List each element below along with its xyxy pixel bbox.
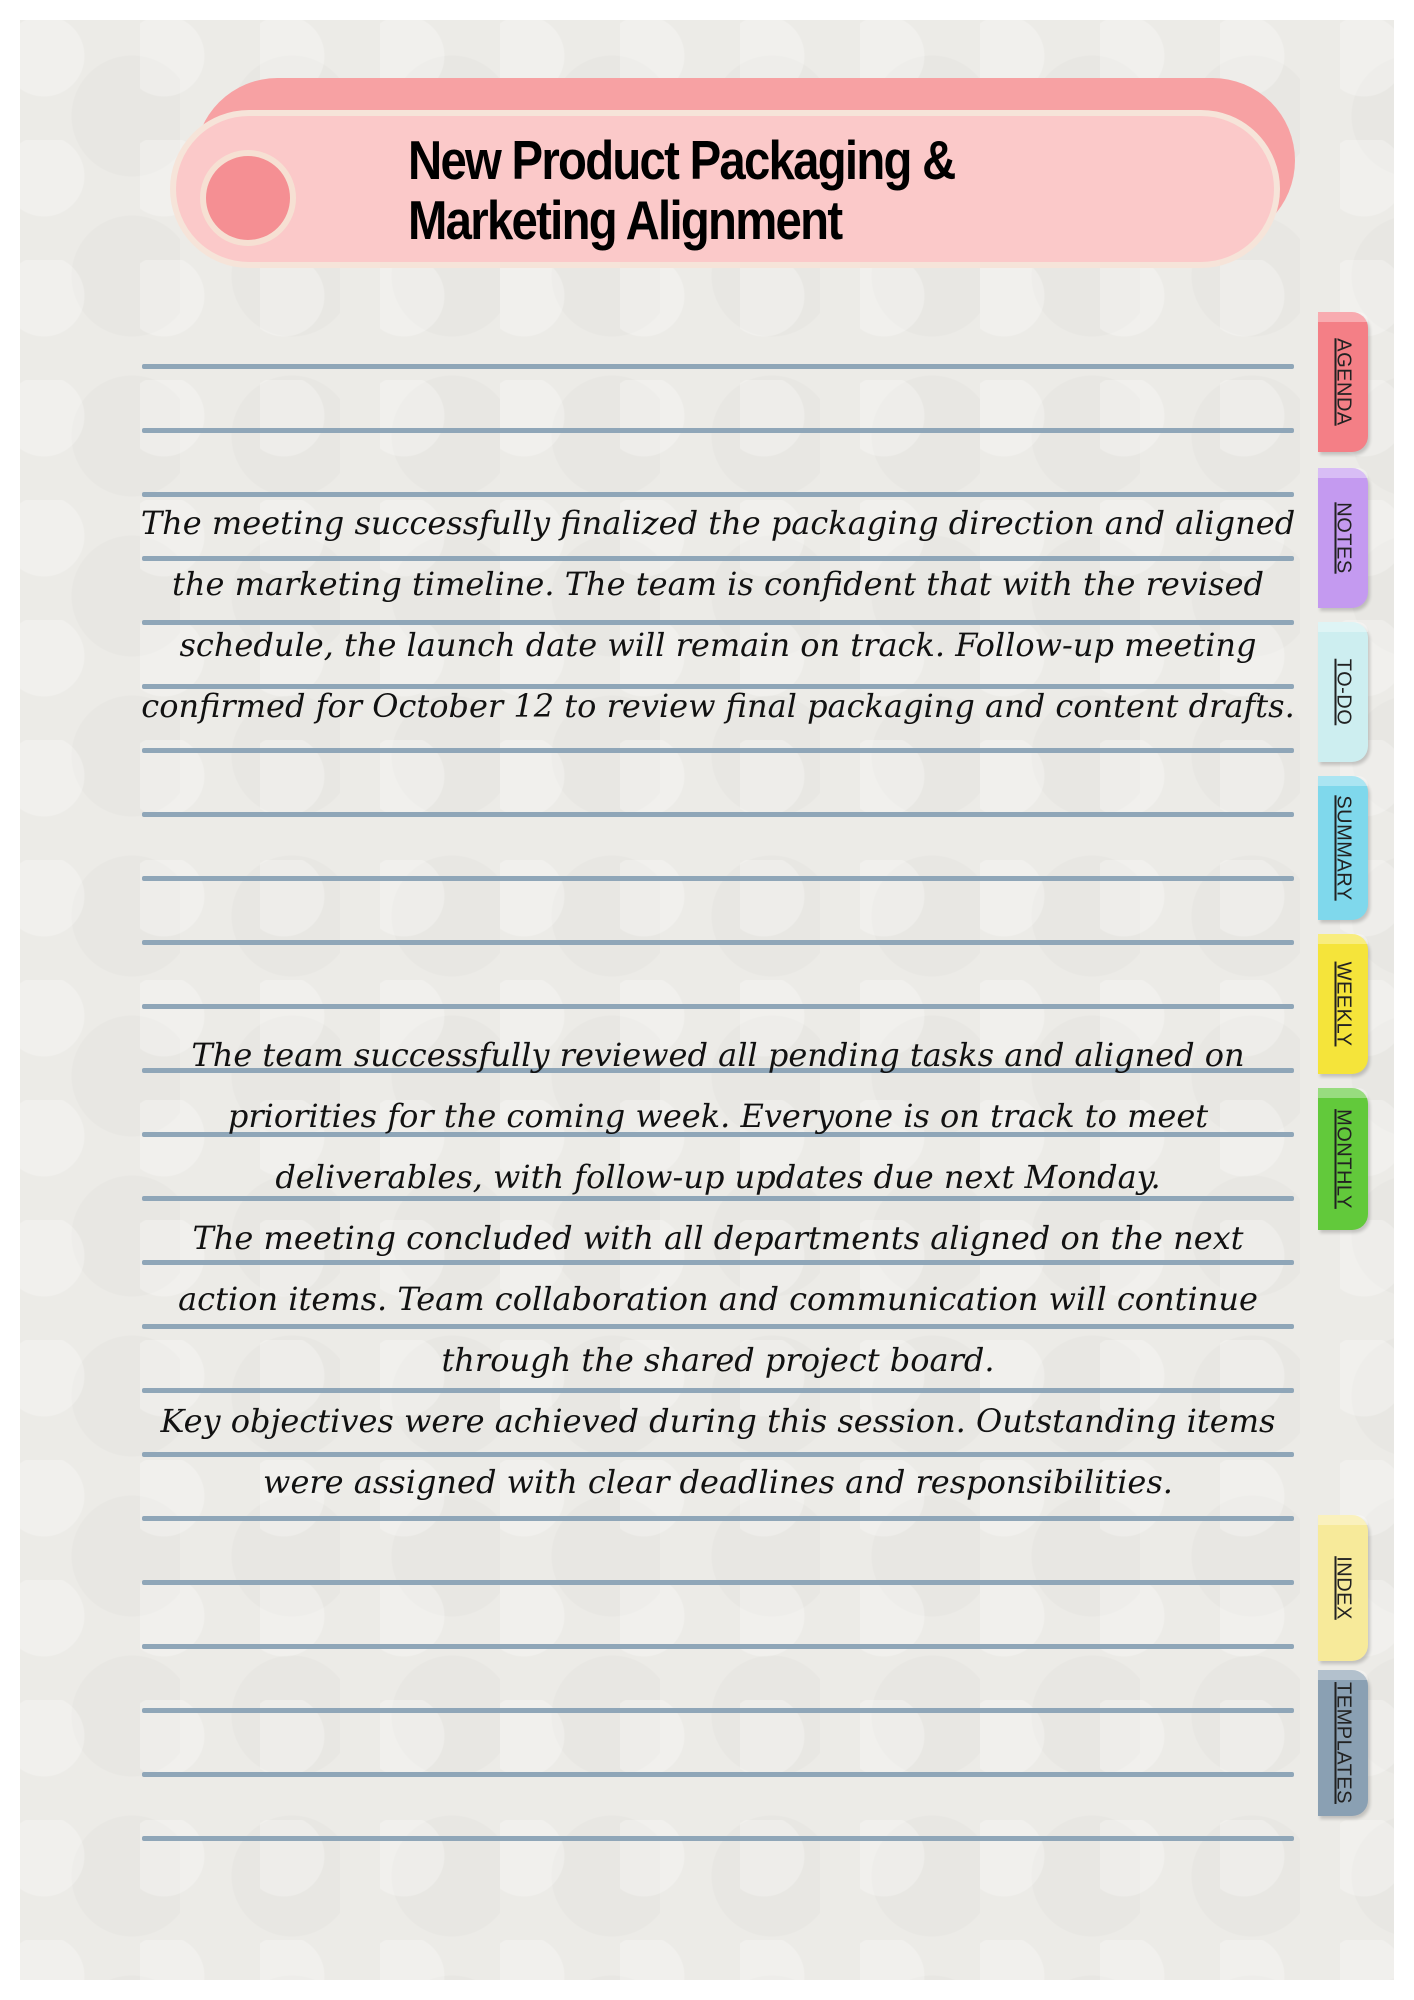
tab-agenda[interactable] [1318,312,1368,452]
ruled-line [142,1516,1294,1521]
tab-templates[interactable] [1318,1670,1368,1816]
tab-label: NOTES [1332,502,1355,574]
page-title [408,130,1010,250]
page-title-line-2: Marketing Alignment [408,189,842,251]
paragraph: The meeting successfully finalized the packaging direction and aligned the marketing timeline. The team is confident that with the revised schedule, the launch date will remain on track. Follow-up meeting confirmed for October 12 to review final packaging and content drafts. [140,504,1296,725]
ruled-line [142,1708,1294,1713]
meeting-notes-text [140,1025,1296,1513]
ruled-line [142,1644,1294,1649]
tab-index[interactable] [1318,1515,1368,1661]
tab-weekly[interactable] [1318,934,1368,1074]
tab-label: MONTHLY [1332,1109,1355,1209]
ruled-line [142,748,1294,753]
banner-circle-icon [200,150,296,246]
ruled-line [142,1772,1294,1777]
tab-label: INDEX [1332,1556,1355,1620]
tab-label: AGENDA [1332,338,1355,426]
paragraph: Key objectives were achieved during this session. Outstanding items were assigned with clear deadlines and responsibilities. [160,1402,1276,1501]
ruled-line [142,940,1294,945]
tab-label: TO-DO [1332,658,1355,726]
tab-monthly[interactable] [1318,1088,1368,1230]
ruled-line [142,812,1294,817]
ruled-line [142,428,1294,433]
paragraph: The team successfully reviewed all pending tasks and aligned on priorities for the coming week. Everyone is on track to meet deliverables, with follow-up updates due next Monday. [191,1036,1245,1196]
paragraph: The meeting concluded with all departments aligned on the next action items. Team collaboration and communication will continue through the shared project board. [178,1219,1258,1379]
tab-label: TEMPLATES [1332,1682,1355,1804]
ruled-line [142,1836,1294,1841]
ruled-line [142,1004,1294,1009]
tab-label: WEEKLY [1332,961,1355,1047]
ruled-line [142,1580,1294,1585]
notebook-page [20,20,1394,1980]
meeting-summary-text [140,493,1296,737]
tab-to-do[interactable] [1318,622,1368,762]
ruled-line [142,876,1294,881]
tab-label: SUMMARY [1332,795,1355,901]
page-title-line-1: New Product Packaging & [408,129,955,191]
tab-summary[interactable] [1318,776,1368,920]
tab-notes[interactable] [1318,468,1368,608]
ruled-line [142,364,1294,369]
